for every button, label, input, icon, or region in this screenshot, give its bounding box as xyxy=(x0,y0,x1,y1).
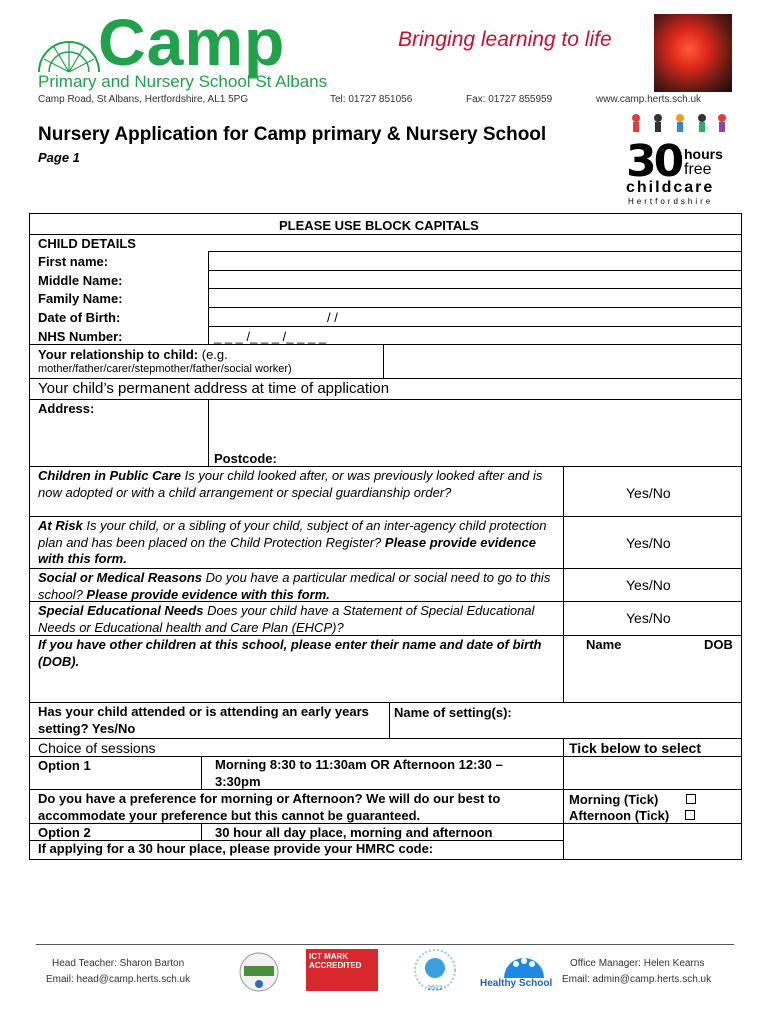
choice-of-sessions-heading: Choice of sessions xyxy=(38,740,156,756)
date-of-birth-label: Date of Birth: xyxy=(38,310,121,325)
flower-photo xyxy=(654,14,732,92)
thirty-hours-free-childcare-logo: 30 hours free childcare Hertfordshire xyxy=(626,136,723,206)
school-website: www.camp.herts.sch.uk xyxy=(596,94,702,105)
nhs-number-label: NHS Number: xyxy=(38,329,123,344)
relationship-label: Your relationship to child: (e.g. xyxy=(38,347,228,362)
morning-checkbox[interactable] xyxy=(686,794,696,804)
siblings-field[interactable] xyxy=(564,654,740,702)
option-2-label: Option 2 xyxy=(38,825,91,840)
session-preference-question: Do you have a preference for morning or Afternoon? We will do our best to accommodate your preference but this cannot be guaranteed. xyxy=(38,791,501,823)
school-address: Camp Road, St Albans, Hertfordshire, AL1 5PG xyxy=(38,94,249,105)
first-name-field[interactable] xyxy=(209,252,740,270)
public-care-yes-no[interactable]: Yes/No xyxy=(626,485,671,501)
office-manager-email[interactable]: Email: admin@camp.herts.sch.uk xyxy=(562,974,712,985)
at-risk-question: At Risk Is your child, or a sibling of your child, subject of an inter-agency child protection plan and has been placed on the Child Protection Register? Please provide evidence with this form. xyxy=(38,518,547,566)
school-logo-wordmark: Camp xyxy=(98,5,286,79)
at-risk-yes-no[interactable]: Yes/No xyxy=(626,535,671,551)
family-name-label: Family Name: xyxy=(38,291,123,306)
early-years-question: Has your child attended or is attending an early years setting? Yes/No xyxy=(38,704,369,736)
middle-name-field[interactable] xyxy=(209,271,740,288)
nhs-number-field[interactable]: _ _ _ /_ _ _ /_ _ _ _ xyxy=(214,329,327,344)
middle-name-label: Middle Name: xyxy=(38,273,123,288)
hmrc-code-label: If applying for a 30 hour place, please provide your HMRC code: xyxy=(38,841,434,856)
afternoon-tick-option[interactable]: Afternoon (Tick) xyxy=(569,808,695,823)
tick-select-heading: Tick below to select xyxy=(569,740,702,756)
quality-mark-badge-icon xyxy=(238,950,280,994)
application-form xyxy=(29,213,742,860)
svg-text:2012: 2012 xyxy=(427,985,443,992)
office-manager-name: Office Manager: Helen Kearns xyxy=(570,958,705,969)
setting-name-field[interactable] xyxy=(390,722,740,738)
public-care-question: Children in Public Care Is your child looked after, or was previously looked after and is now adopted or with a child arrangement or special guardianship order? xyxy=(38,468,543,500)
healthy-school-label: Healthy School xyxy=(480,978,553,989)
relationship-field[interactable] xyxy=(384,345,740,378)
children-illustration xyxy=(626,112,730,136)
school-fax: Fax: 01727 855959 xyxy=(466,94,553,105)
school-telephone: Tel: 01727 851056 xyxy=(330,94,413,105)
hmrc-code-field[interactable] xyxy=(564,841,740,858)
afternoon-checkbox[interactable] xyxy=(685,810,695,820)
quality-standard-badge-icon xyxy=(412,946,458,994)
option-2-description: 30 hour all day place, morning and afternoon xyxy=(215,825,493,840)
sibling-name-column: Name xyxy=(586,637,622,652)
school-subtitle: Primary and Nursery School St Albans xyxy=(38,72,328,91)
head-teacher-email[interactable]: Email: head@camp.herts.sch.uk xyxy=(46,974,191,985)
school-logo-emblem xyxy=(34,14,104,74)
address-label: Address: xyxy=(38,401,95,416)
postcode-label: Postcode: xyxy=(214,451,277,466)
morning-tick-option[interactable]: Morning (Tick) xyxy=(569,792,696,807)
setting-name-label: Name of setting(s): xyxy=(394,705,512,720)
address-field[interactable] xyxy=(209,400,740,448)
page-number: Page 1 xyxy=(38,150,80,165)
social-medical-yes-no[interactable]: Yes/No xyxy=(626,577,671,593)
sen-yes-no[interactable]: Yes/No xyxy=(626,610,671,626)
first-name-label: First name: xyxy=(38,254,109,269)
address-heading: Your child’s permanent address at time of application xyxy=(38,380,390,397)
option-2-tick-field[interactable] xyxy=(564,824,740,840)
option-1-description: Morning 8:30 to 11:30am OR Afternoon 12:30 – 3:30pm xyxy=(215,757,503,789)
footer-divider xyxy=(36,944,734,945)
sibling-dob-column: DOB xyxy=(704,637,733,652)
siblings-question: If you have other children at this school, please enter their name and date of birth (DOB). xyxy=(38,637,542,669)
option-1-label: Option 1 xyxy=(38,758,91,773)
block-capitals-instruction: PLEASE USE BLOCK CAPITALS xyxy=(279,218,479,233)
relationship-examples: mother/father/carer/stepmother/father/social worker) xyxy=(38,363,292,375)
family-name-field[interactable] xyxy=(209,289,740,307)
child-details-heading: CHILD DETAILS xyxy=(38,236,136,251)
sen-question: Special Educational Needs Does your child have a Statement of Special Educational Needs or Educational health and Care Plan (EHCP)? xyxy=(38,603,535,635)
ict-mark-badge: ICT MARK ACCREDITED xyxy=(306,949,378,991)
head-teacher-name: Head Teacher: Sharon Barton xyxy=(52,958,185,969)
healthy-school-logo-icon xyxy=(494,948,554,978)
school-tagline: Bringing learning to life xyxy=(398,28,612,51)
date-of-birth-field[interactable]: / / xyxy=(327,310,338,325)
social-medical-question: Social or Medical Reasons Do you have a particular medical or social need to go to this school? Please provide evidence with this form. xyxy=(38,570,551,602)
page-title: Nursery Application for Camp primary & Nursery School xyxy=(38,124,547,145)
